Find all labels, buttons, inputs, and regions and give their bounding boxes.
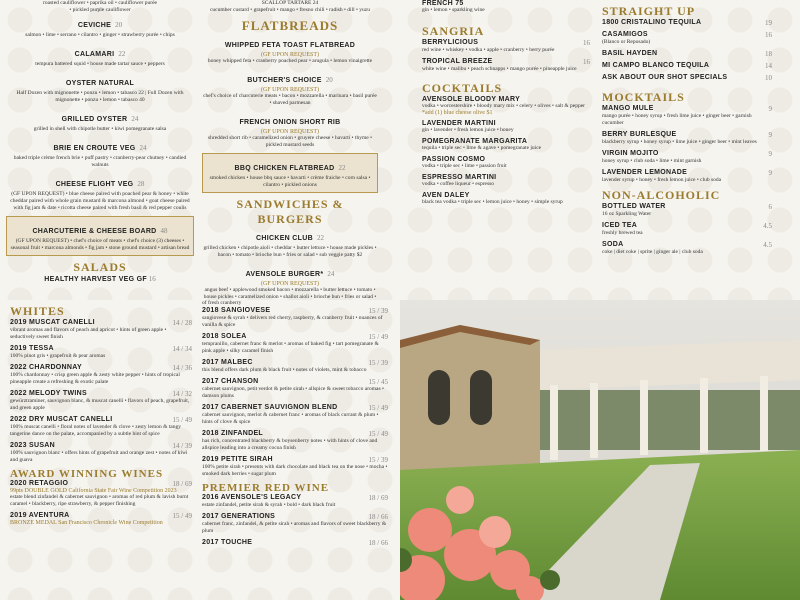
item-title xyxy=(202,69,378,87)
menu-item xyxy=(602,105,772,127)
flatbreads-heading: FLATBREADS xyxy=(241,18,339,33)
item-name: BERRY BURLESQUE xyxy=(602,131,677,138)
bbq-price: 22 xyxy=(338,164,346,172)
item-name: MANGO MULE xyxy=(602,105,654,112)
item-price: 18 xyxy=(765,50,772,58)
item-row xyxy=(602,31,772,39)
board-desc: (GF UPON REQUEST) • chef's choice of meats • chef's choice (3) cheeses • seasonal fruit • marcona almonds • fig jam • stone ground mustard • artisan bread xyxy=(10,238,190,251)
whites-heading: WHITES xyxy=(10,304,65,318)
item-name: 2022 CHARDONNAY xyxy=(10,364,82,371)
menu-item xyxy=(10,442,192,464)
item-desc: cabernet sauvignon, merlot & cabernet franc • aromas of black currant & plum • hints of clove & spice xyxy=(202,412,379,425)
item-price: 14 / 28 xyxy=(172,319,192,327)
bbq-box xyxy=(202,153,378,193)
item-title xyxy=(202,111,378,129)
item-price: 14 / 34 xyxy=(172,345,192,353)
item-price: 14 / 32 xyxy=(172,390,192,398)
item-name: 2018 ZINFANDEL xyxy=(202,430,263,437)
item-name: CALAMARI xyxy=(74,51,115,58)
wine-list-panel xyxy=(0,300,400,600)
item-name: CEVICHE xyxy=(77,22,112,29)
item-title xyxy=(6,72,194,90)
item-name: GRILLED OYSTER xyxy=(61,116,128,123)
item-desc: red wine • whiskey • vodka • apple • cranberry • berry purée xyxy=(422,47,555,53)
item-desc: honey syrup • club soda • lime • mint garnish xyxy=(602,158,702,164)
item-title xyxy=(202,227,378,245)
menu-item xyxy=(10,416,192,438)
item-desc: baked triple crème french brie • puff pastry • cranberry-pear chutney • candied walnuts xyxy=(13,155,187,168)
item-desc: estate blend zinfandel & cabernet sauvignon • aromas of red plum & lavish burnt caramel • blackberry, ripe strawberry, & pepper finishing xyxy=(10,494,189,507)
item-price: 20 xyxy=(115,21,123,29)
item-row xyxy=(602,62,772,70)
item-row xyxy=(422,120,590,127)
item-name: 2019 TESSA xyxy=(10,345,54,352)
board-name: CHARCUTERIE & CHEESE BOARD xyxy=(32,228,157,235)
item-subtitle: (GF UPON REQUEST) xyxy=(260,52,319,58)
item-row xyxy=(202,333,388,341)
item-extra: *add (1) blue cheese olive $1 xyxy=(422,110,493,116)
item-price: 15 / 49 xyxy=(368,404,388,412)
menu-item xyxy=(422,39,590,54)
item-row xyxy=(602,50,772,58)
menu-item xyxy=(422,156,590,170)
item-name: ESPRESSO MARTINI xyxy=(422,174,497,181)
item-desc: vodka • triple sec • lime • passion fruit xyxy=(422,163,507,169)
menu-item xyxy=(602,31,772,46)
salad-name: HEALTHY HARVEST VEG GF xyxy=(44,276,147,283)
item-price: 15 / 39 xyxy=(368,456,388,464)
winery-photo xyxy=(400,300,800,600)
menu-item xyxy=(10,345,192,360)
menu-item xyxy=(6,108,194,133)
straight-heading: STRAIGHT UP xyxy=(602,4,696,18)
item-price: 20 xyxy=(325,76,333,84)
item-name: OYSTER NATURAL xyxy=(65,80,135,87)
item-name: SODA xyxy=(602,241,624,248)
menu-item xyxy=(602,19,772,27)
item-row xyxy=(602,203,772,211)
item-name: PASSION COSMO xyxy=(422,156,486,163)
item-desc: coke | diet coke | sprite | ginger ale | club soda xyxy=(602,249,703,255)
menu-item xyxy=(6,137,194,169)
item-name: FRENCH ONION SHORT RIB xyxy=(239,119,341,126)
item-price: 15 / 49 xyxy=(172,416,192,424)
item-desc: shredded short rib • caramelized onion • gruyere cheese • havarti • thyme • pickled mustard seeds xyxy=(207,135,373,148)
item-name: 2016 AVENSOLE'S LEGACY xyxy=(202,494,302,501)
scallop-desc: cucumber custard • grapefruit • mango • fresno chili • radish • dill • yuzu xyxy=(209,7,370,13)
arched-window-2 xyxy=(470,370,492,425)
column xyxy=(550,385,558,460)
menu-item xyxy=(6,14,194,39)
menu-item xyxy=(202,378,388,400)
item-desc: black tea vodka • triple sec • lemon juice • honey • simple syrup xyxy=(422,199,563,205)
item-price: 24 xyxy=(327,270,335,278)
item-price: 28 xyxy=(137,180,145,188)
item-name: 2017 GENERATIONS xyxy=(202,513,276,520)
item-name: ASK ABOUT OUR SHOT SPECIALS xyxy=(602,74,728,81)
menu-item xyxy=(6,72,194,104)
item-row xyxy=(10,512,192,520)
menu-item xyxy=(422,174,590,188)
item-row xyxy=(202,456,388,464)
item-name: 2017 TOUCHE xyxy=(202,539,253,546)
item-row xyxy=(202,430,388,438)
menu-item xyxy=(602,203,772,218)
scallop-line: SCALLOP TARTARE 24 xyxy=(261,0,319,6)
item-name: BUTCHER'S CHOICE xyxy=(247,77,322,84)
item-row xyxy=(602,150,772,158)
item-price: 18 / 66 xyxy=(368,513,388,521)
item-price: 19 xyxy=(765,19,772,27)
item-desc: angus beef • applewood smoked bacon • mozzarella • butter lettuce • tomato • house pickles • caramelized onion • shallot aioli • brioche bun • fries or salad • xyxy=(203,287,377,300)
menu-item xyxy=(202,494,388,509)
whites-column xyxy=(10,304,192,530)
spirits-column xyxy=(602,4,772,260)
item-row xyxy=(202,539,388,547)
item-name: 2022 DRY MUSCAT CANELLI xyxy=(10,416,113,423)
courtyard-photo xyxy=(400,300,800,600)
menu-item xyxy=(422,120,590,134)
item-price: 18 / 66 xyxy=(368,539,388,547)
flatbreads-column xyxy=(202,0,378,300)
item-price: 15 / 49 xyxy=(368,333,388,341)
item-name: BOTTLED WATER xyxy=(602,203,666,210)
item-price: 15 / 49 xyxy=(172,512,192,520)
item-name: BASIL HAYDEN xyxy=(602,50,658,57)
item-name: 2018 SANGIOVESE xyxy=(202,307,271,314)
menu-item xyxy=(202,263,378,300)
salad-price: 16 xyxy=(148,275,156,283)
item-desc: honey whipped feta • cranberry poached pear • arugula • lemon vinaigrette xyxy=(207,58,373,64)
item-price: 18 / 69 xyxy=(172,480,192,488)
column xyxy=(640,380,648,455)
bbq-desc: smoked chicken • house bbq sauce • havarti • crème fraiche • corn salsa • cilantro • pickled onions xyxy=(209,175,371,188)
item-desc: cabernet franc, zinfandel, & petite sirah • aromas and flavors of sweet blackberry & plum xyxy=(202,521,387,534)
mocktails-heading: MOCKTAILS xyxy=(602,90,685,104)
item-price: 10 xyxy=(765,74,772,82)
item-subtitle: (GF UPON REQUEST) xyxy=(260,87,319,93)
item-price: 16 xyxy=(583,58,590,66)
reds-column xyxy=(202,300,388,551)
column xyxy=(760,376,768,451)
french75-name: FRENCH 75 xyxy=(422,0,464,7)
item-price: 16 xyxy=(583,39,590,47)
item-name: 2019 AVENTURA xyxy=(10,512,70,519)
menu-item xyxy=(202,307,388,329)
item-row xyxy=(602,241,772,249)
menu-item xyxy=(422,192,590,206)
item-desc: has rich, concentrated blackberry & boysenberry notes • with hints of clove and allspice leading into a creamy cocoa finish xyxy=(202,438,378,451)
item-title xyxy=(6,173,194,191)
item-row xyxy=(602,105,772,113)
item-row xyxy=(422,58,590,66)
appetizers-column xyxy=(6,0,194,283)
item-price: 9 xyxy=(768,105,772,113)
item-price: 6 xyxy=(768,203,772,211)
item-name: 1800 CRISTALINO TEQUILA xyxy=(602,19,702,26)
column xyxy=(700,378,708,453)
item-title xyxy=(6,137,194,155)
item-row xyxy=(602,19,772,27)
menu-item xyxy=(202,513,388,535)
item-desc: mango purée • honey syrup • fresh lime juice • ginger beer • garnish cucumber xyxy=(602,113,752,126)
item-price: 14 / 39 xyxy=(172,442,192,450)
item-row xyxy=(422,192,590,199)
item-name: CHICKEN CLUB xyxy=(256,235,313,242)
salads-heading: SALADS xyxy=(73,260,127,274)
menu-item xyxy=(10,480,192,508)
item-row xyxy=(422,156,590,163)
item-desc: vodka • worcestershire • bloody mary mix • celery • olives • salt & pepper xyxy=(422,103,585,109)
item-desc: estate zinfandel, petite sirah & syrah • bold • dark black fruit xyxy=(202,502,336,508)
item-desc: grilled in shell with chipotle butter • kiwi pomegranate salsa xyxy=(33,126,167,132)
item-medal: 99pts DOUBLE GOLD California State Fair Wine Competition 2023 xyxy=(10,488,177,494)
item-desc: blackberry syrup • honey syrup • lime juice • ginger beer • mint leaves xyxy=(602,139,757,145)
item-row xyxy=(422,39,590,47)
item-row xyxy=(602,169,772,177)
item-price: 14 / 36 xyxy=(172,364,192,372)
menu-item xyxy=(422,96,590,116)
item-desc: 100% muscat canelli • floral notes of lavender & clove • zesty lemon & tangy tangerine dance on the palate, accompanied by a subtle hint of spice xyxy=(10,424,181,437)
item-title xyxy=(6,14,194,32)
item-desc: gewürztraminer, sauvignon blanc, & muscat canelli • flavors of peach, grapefruit, and green apple xyxy=(10,398,190,411)
bbq-name: BBQ CHICKEN FLATBREAD xyxy=(234,165,335,172)
food-menu-panel xyxy=(0,0,400,300)
item-title xyxy=(202,34,378,52)
nonalc-heading: NON-ALCOHOLIC xyxy=(602,188,721,202)
intro-line-1: roasted cauliflower • paprika oil • cauliflower purée xyxy=(43,0,157,6)
item-desc: gin • lavender • fresh lemon juice • honey xyxy=(422,127,514,133)
french75-desc: gin • lemon • sparkling wine xyxy=(422,7,485,13)
item-row xyxy=(202,513,388,521)
item-price: 14 xyxy=(765,62,772,70)
menu-item xyxy=(202,34,378,65)
board-price: 48 xyxy=(160,227,168,235)
item-desc: lavender syrup • honey • fresh lemon juice • club soda xyxy=(602,177,722,183)
charcuterie-box xyxy=(6,216,194,256)
item-row xyxy=(602,222,772,230)
item-desc: tempranillo, cabernet franc & merlot • aromas of baked fig • tart pomegranate & pink apple • silky caramel finish xyxy=(202,341,379,354)
item-name: BRIE EN CROUTE VEG xyxy=(53,145,136,152)
menu-item xyxy=(602,50,772,58)
item-name: POMEGRANATE MARGARITA xyxy=(422,138,528,145)
item-medal: BRONZE MEDAL San Francisco Chronicle Wine Competition xyxy=(10,520,163,526)
item-row xyxy=(202,307,388,315)
item-row xyxy=(422,96,590,103)
item-price: 16 xyxy=(765,31,772,39)
item-desc: cabernet sauvignon, petit verdot & petite sirah • allspice & sweet tobacco aromas • damson plums xyxy=(202,386,384,399)
item-row xyxy=(10,480,192,488)
menu-item xyxy=(602,74,772,82)
item-name: 2019 PETITE SIRAH xyxy=(202,456,273,463)
item-desc: chef's choice of charcuterie meats • bacon • mozzarella • marinara • basil purée • shaved parmesan xyxy=(203,93,377,106)
item-name: CASAMIGOS xyxy=(602,31,648,38)
item-subtitle: (GF UPON REQUEST) xyxy=(260,129,319,135)
item-name: 2017 MALBEC xyxy=(202,359,253,366)
arched-window xyxy=(428,370,450,425)
item-row xyxy=(202,494,388,502)
item-name: 2017 CABERNET SAUVIGNON BLEND xyxy=(202,404,338,411)
item-name: 2019 MUSCAT CANELLI xyxy=(10,319,95,326)
item-price: 4.5 xyxy=(763,222,772,230)
menu-item xyxy=(202,539,388,547)
item-name: ICED TEA xyxy=(602,222,638,229)
item-desc: 100% chardonnay • crisp green apple & zesty white pepper • hints of tropical pineapple create a refreshing & exotic palate xyxy=(10,372,180,385)
menu-item xyxy=(422,138,590,152)
column xyxy=(590,383,598,458)
menu-item xyxy=(10,390,192,412)
item-row xyxy=(422,138,590,145)
item-price: 15 / 39 xyxy=(368,359,388,367)
item-price: 18 / 69 xyxy=(368,494,388,502)
item-name: CHEESE FLIGHT VEG xyxy=(55,181,134,188)
item-subtitle: (GF UPON REQUEST) xyxy=(260,281,319,287)
item-price: 15 / 49 xyxy=(368,430,388,438)
item-desc: 100% sauvignon blanc • offers hints of grapefruit and orange zest • notes of kiwi and guava xyxy=(10,450,188,463)
menu-item xyxy=(202,404,388,426)
menu-item xyxy=(202,359,388,374)
menu-item xyxy=(202,430,388,452)
item-price: 15 / 45 xyxy=(368,378,388,386)
menu-item xyxy=(602,222,772,237)
item-price: 9 xyxy=(768,169,772,177)
item-row xyxy=(10,345,192,353)
item-price: 15 / 39 xyxy=(368,307,388,315)
item-desc: vodka • coffee liqueur • espresso xyxy=(422,181,495,187)
item-desc: white wine • malibu • peach schnapps • mango purée • pineapple juice xyxy=(422,66,577,72)
item-name: 2017 CHANSON xyxy=(202,378,259,385)
item-name: AVENSOLE BLOODY MARY xyxy=(422,96,521,103)
drinks-menu-panel xyxy=(400,0,800,300)
item-price: 22 xyxy=(316,234,324,242)
item-price: 9 xyxy=(768,131,772,139)
cocktails-column xyxy=(422,0,590,210)
menu-item xyxy=(202,227,378,259)
item-desc: grilled chicken • chipotle aioli • cheddar • butter lettuce • house made pickles • bacon • tomato • brioche bun • fries or salad • sub veggie patty $2 xyxy=(203,245,377,258)
menu-item xyxy=(422,58,590,73)
item-name: 2022 MELODY TWINS xyxy=(10,390,87,397)
item-name: AVEN DALEY xyxy=(422,192,470,199)
first-desc: of fresh cranberry xyxy=(202,300,242,306)
item-name: MI CAMPO BLANCO TEQUILA xyxy=(602,62,710,69)
menu-item xyxy=(10,512,192,526)
menu-item xyxy=(602,241,772,256)
item-row xyxy=(202,378,388,386)
menu-item xyxy=(202,111,378,149)
menu-item xyxy=(6,173,194,212)
item-row xyxy=(10,416,192,424)
item-desc: this blend offers dark plum & black fruit • notes of violets, mint & tobacco xyxy=(202,367,367,373)
sangria-heading: SANGRIA xyxy=(422,24,485,38)
menu-item xyxy=(10,364,192,386)
item-name: VIRGIN MOJITO xyxy=(602,150,659,157)
item-name: 2018 SOLEA xyxy=(202,333,247,340)
item-name: LAVENDER MARTINI xyxy=(422,120,496,127)
menu-item xyxy=(602,131,772,146)
item-row xyxy=(10,442,192,450)
item-desc: 16 oz Sparkling Water xyxy=(602,211,652,217)
item-desc: freshly brewed tea xyxy=(602,230,643,236)
item-row xyxy=(10,319,192,327)
item-name: 2023 SUSAN xyxy=(10,442,56,449)
sandwich-heading: SANDWICHES & BURGERS xyxy=(236,197,344,226)
item-title xyxy=(202,263,378,281)
item-name: 2020 RETAGGIO xyxy=(10,480,69,487)
item-name: WHIPPED FETA TOAST FLATBREAD xyxy=(224,42,356,49)
item-desc: 100% petite sirah • presents with dark chocolate and black tea on the nose • mocha • smoked dark berries • sugar plum xyxy=(202,464,388,477)
item-desc: (GF UPON REQUEST) • blue cheese paired with poached pear & honey • white cheddar paired with whole grain mustard & marcona almond • goat cheese paired with fig jam & date • ricotta cheese paired with fresh basil & red pepper coulis xyxy=(10,191,190,211)
item-row xyxy=(10,390,192,398)
item-name: BERRYLICIOUS xyxy=(422,39,479,46)
item-price: 22 xyxy=(118,50,126,58)
item-desc: Half Dozen with mignonette • ponzu • lemon • tabasco 22 | Full Dozen with mignonette • ponzu • lemon • tabasco 40 xyxy=(16,90,184,103)
menu-item xyxy=(602,62,772,70)
item-row xyxy=(422,174,590,181)
item-desc: tempura battered squid • house made tartar sauce • peppers xyxy=(35,61,165,67)
item-price: 4.5 xyxy=(763,241,772,249)
item-name: AVENSOLE BURGER* xyxy=(245,271,324,278)
item-row xyxy=(202,404,388,412)
item-title xyxy=(6,43,194,61)
item-price: 9 xyxy=(768,150,772,158)
item-desc: vibrant aromas and flavors of peach and apricot • hints of green apple • seductively sweet finish xyxy=(10,327,167,340)
item-row xyxy=(602,74,772,82)
item-row xyxy=(10,364,192,372)
item-name: LAVENDER LEMONADE xyxy=(602,169,688,176)
item-row xyxy=(202,359,388,367)
item-price: 24 xyxy=(131,115,139,123)
cocktails-heading: COCKTAILS xyxy=(422,81,503,95)
menu-item xyxy=(602,169,772,184)
menu-item xyxy=(10,319,192,341)
intro-line-2: • pickled purple cauliflower xyxy=(69,7,131,13)
item-name: TROPICAL BREEZE xyxy=(422,58,493,65)
item-desc: sangiovese & syrah • delivers red cherry, raspberry, & cranberry fruit • nuances of vanilla & spice xyxy=(202,315,383,328)
item-title xyxy=(6,108,194,126)
item-row xyxy=(602,131,772,139)
menu-item xyxy=(202,69,378,107)
menu-item xyxy=(602,150,772,165)
item-note: (Blanco or Reposado) xyxy=(602,39,651,45)
premier-heading: PREMIER RED WINE xyxy=(202,482,330,494)
item-price: 24 xyxy=(139,144,147,152)
item-desc: tequila • triple sec • lime & agave • pomegranate juice xyxy=(422,145,542,151)
item-desc: 100% pinot gris • grapefruit & pear aromas xyxy=(10,353,106,359)
menu-item xyxy=(202,333,388,355)
menu-item xyxy=(202,456,388,478)
award-heading: AWARD WINNING WINES xyxy=(10,468,164,480)
item-desc: salmon • lime • serrano • cilantro • ginger • strawberry purée • chips xyxy=(25,32,175,38)
menu-item xyxy=(6,43,194,68)
